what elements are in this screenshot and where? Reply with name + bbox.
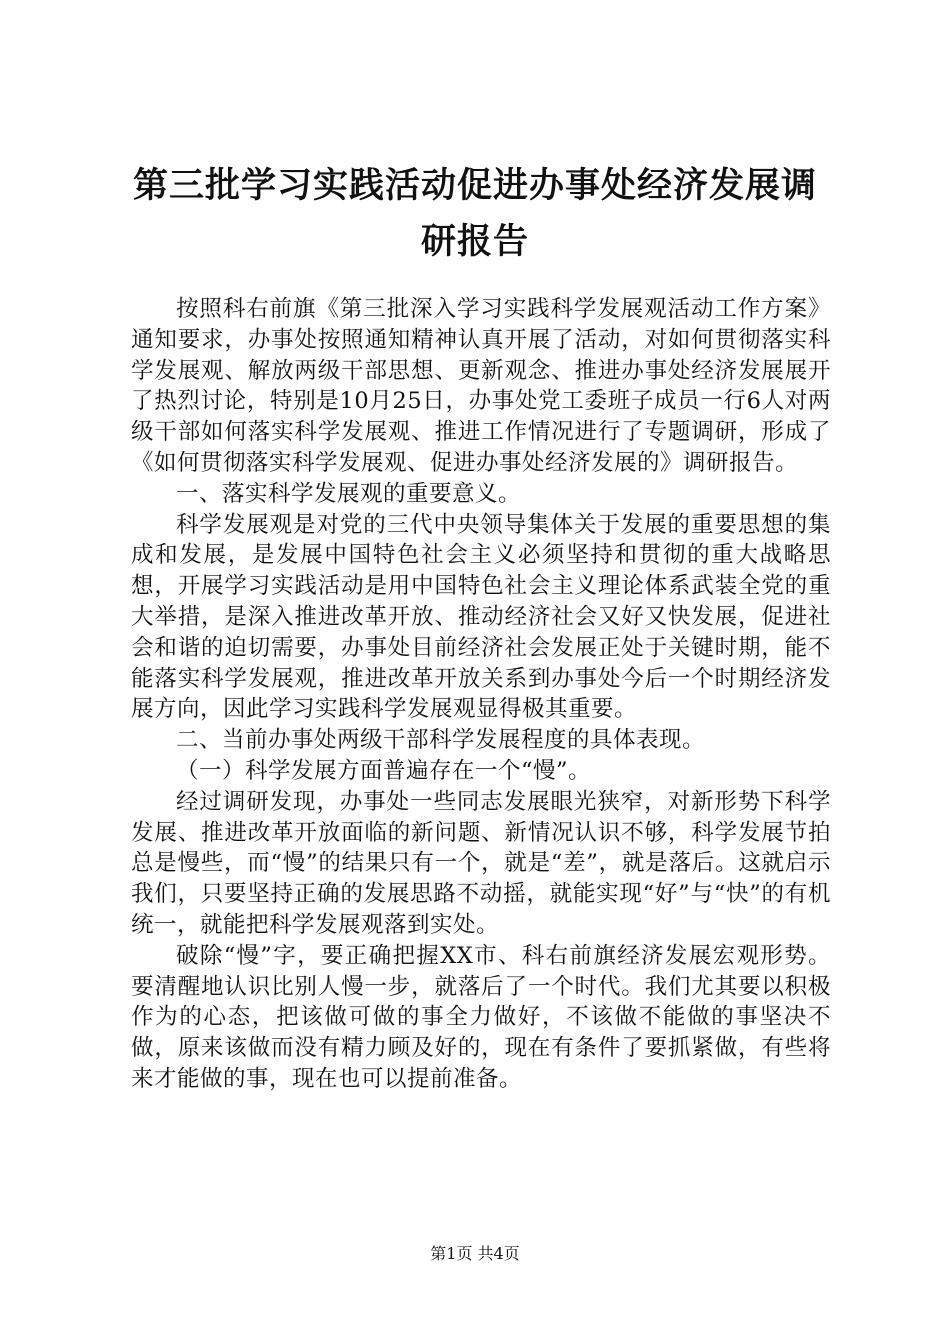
heading-subsection-1: （一）科学发展方面普遍存在一个“慢”。 <box>176 757 592 784</box>
page-number-footer: 第1页 共4页 <box>430 1244 520 1263</box>
heading-section-1: 一、落实科学发展观的重要意义。 <box>176 480 522 507</box>
paragraph-significance: 科学发展观是对党的三代中央领导集体关于发展的重要思想的集成和发展，是发展中国特色社会主义必须坚持和贯彻的重大战略思想，开展学习实践活动是用中国特色社会主义理论体系武装全党的重大举措，是深入推进改革开放、推动经济社会又好又快发展，促进社会和谐的迫切需要，办事处目前经济社会发展正处于关键时期，能不能落实科学发展观，推进改革开放关系到办事处今后一个时期经济发展方向，因此学习实践科学发展观显得极其重要。 <box>131 511 831 723</box>
document-title: 第三批学习实践活动促进办事处经济发展调研报告 <box>132 166 817 262</box>
paragraph-findings: 经过调研发现，办事处一些同志发展眼光狭窄，对新形势下科学发展、推进改革开放面临的新问题、新情况认识不够，科学发展节拍总是慢些，而“慢”的结果只有一个，就是“差”，就是落后。这就启示我们，只要坚持正确的发展思路不动摇，就能实现“好”与“快”的有机统一，就能把科学发展观落到实处。 <box>131 788 831 938</box>
paragraph-intro: 按照科右前旗《第三批深入学习实践科学发展观活动工作方案》通知要求，办事处按照通知精神认真开展了活动，对如何贯彻落实科学发展观、解放两级干部思想、更新观念、推进办事处经济发展展开了热烈讨论，特别是10月25日，办事处党工委班子成员一行6人对两级干部如何落实科学发展观、推进工作情况进行了专题调研，形成了《如何贯彻落实科学发展观、促进办事处经济发展的》调研报告。 <box>131 296 831 476</box>
heading-section-2: 二、当前办事处两级干部科学发展程度的具体表现。 <box>176 727 706 754</box>
paragraph-remedy: 破除“慢”字，要正确把握XX市、科右前旗经济发展宏观形势。要清醒地认识比别人慢一步，就落后了一个时代。我们尤其要以积极作为的心态，把该做可做的事全力做好，不该做不能做的事坚决不做，原来该做而没有精力顾及好的，现在有条件了要抓紧做，有些将来才能做的事，现在也可以提前准备。 <box>131 942 831 1092</box>
document-body <box>131 294 831 1095</box>
